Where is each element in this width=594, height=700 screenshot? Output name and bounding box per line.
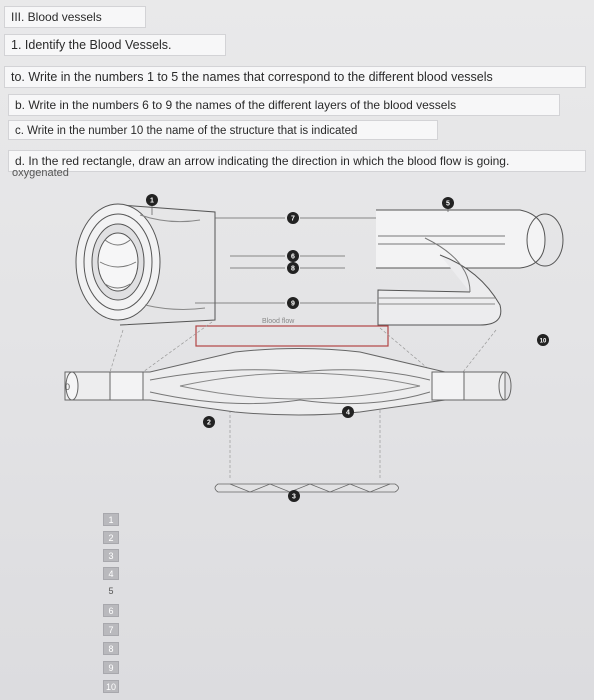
red-rectangle[interactable] — [196, 326, 388, 346]
marker-2 — [203, 416, 215, 428]
answer-number-4[interactable]: 4 — [103, 567, 119, 580]
answer-number-1[interactable]: 1 — [103, 513, 119, 526]
section-title: III. Blood vessels — [4, 6, 146, 28]
svg-text:9: 9 — [291, 300, 295, 308]
answer-number-7[interactable]: 7 — [103, 623, 119, 636]
marker-6 — [287, 250, 299, 262]
svg-text:8: 8 — [291, 265, 295, 273]
artery-illustration — [76, 204, 215, 325]
answer-number-3[interactable]: 3 — [103, 549, 119, 562]
marker-7 — [287, 212, 299, 224]
marker-3 — [288, 490, 300, 502]
svg-text:7: 7 — [291, 215, 295, 223]
svg-text:2: 2 — [207, 419, 211, 427]
answer-number-10[interactable]: 10 — [103, 680, 119, 693]
vein-illustration — [376, 210, 563, 325]
svg-text:4: 4 — [346, 409, 350, 417]
answer-number-6[interactable]: 6 — [103, 604, 119, 617]
capillary-cells — [215, 484, 399, 492]
answer-number-8[interactable]: 8 — [103, 642, 119, 655]
capillary-bed — [65, 349, 511, 416]
svg-text:10: 10 — [539, 338, 547, 345]
tube-ring-label: 0 — [65, 382, 71, 392]
svg-text:1: 1 — [150, 197, 154, 205]
marker-8 — [287, 262, 299, 274]
marker-5 — [442, 197, 454, 209]
svg-text:5: 5 — [446, 200, 450, 208]
question-1: 1. Identify the Blood Vessels. — [4, 34, 226, 56]
answer-number-5[interactable]: 5 — [108, 586, 114, 596]
question-d: d. In the red rectangle, draw an arrow indicating the direction in which the blood flow is going. — [8, 150, 586, 172]
blood-flow-label: Blood flow — [262, 318, 295, 325]
marker-9 — [287, 297, 299, 309]
marker-1 — [146, 194, 158, 206]
question-b: b. Write in the numbers 6 to 9 the names of the different layers of the blood vessels — [8, 94, 560, 116]
svg-text:3: 3 — [292, 493, 296, 501]
marker-4 — [342, 406, 354, 418]
answer-number-2[interactable]: 2 — [103, 531, 119, 544]
question-c: c. Write in the number 10 the name of the structure that is indicated — [8, 120, 438, 140]
svg-text:6: 6 — [291, 253, 295, 261]
question-to: to. Write in the numbers 1 to 5 the names that correspond to the different blood vessels — [4, 66, 586, 88]
oxygenated-note: oxygenated — [12, 167, 69, 179]
marker-10 — [537, 334, 549, 346]
answer-number-9[interactable]: 9 — [103, 661, 119, 674]
